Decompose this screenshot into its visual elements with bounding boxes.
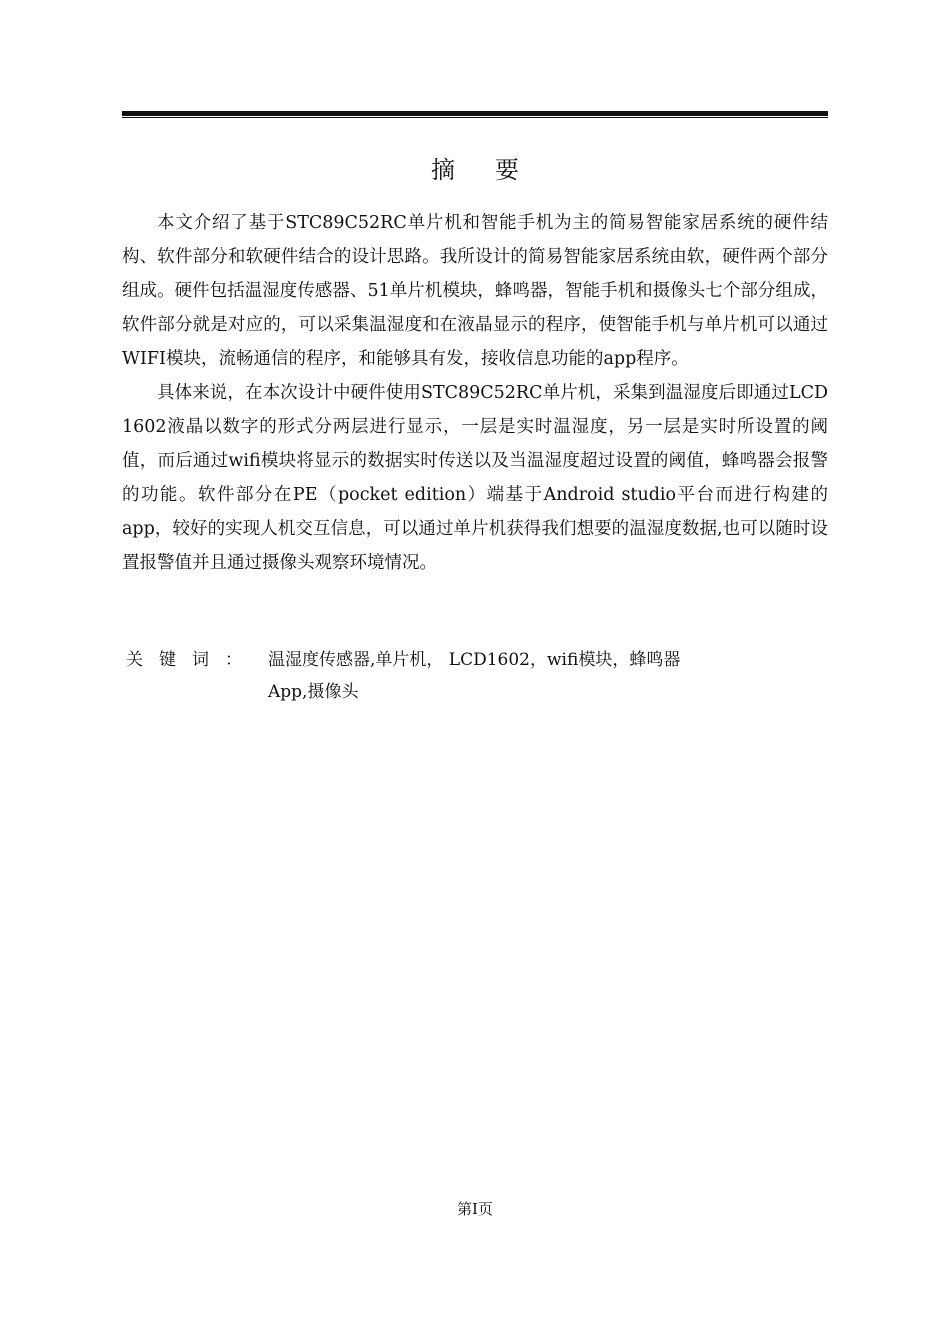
abstract-paragraph-2: 具体来说，在本次设计中硬件使用STC89C52RC单片机，采集到温湿度后即通过LCD 1602液晶以数字的形式分两层进行显示，一层是实时温湿度，另一层是实时所设置的阈值，而后通过wifi模块将显示的数据实时传送以及当温湿度超过设置的阈值，蜂鸣器会报警的功能。软件部分在PE（pocket edition）端基于Android studio平台而进行构建的app，较好的实现人机交互信息，可以通过单片机获得我们想要的温湿度数据,也可以随时设置报警值并且通过摄像头观察环境情况。 [122, 383, 828, 573]
keywords-line-1: 温湿度传感器,单片机， LCD1602，wifi模块，蜂鸣器 [268, 650, 681, 670]
abstract-paragraph-1: 本文介绍了基于STC89C52RC单片机和智能手机为主的简易智能家居系统的硬件结构、软件部分和软硬件结合的设计思路。我所设计的简易智能家居系统由软，硬件两个部分组成。硬件包括温湿度传感器、51单片机模块，蜂鸣器，智能手机和摄像头七个部分组成，软件部分就是对应的，可以采集温湿度和在液晶显示的程序，使智能手机与单片机可以通过WIFI模块，流畅通信的程序，和能够具有发，接收信息功能的app程序。 [122, 213, 828, 369]
header-rule-thin [122, 117, 828, 118]
header-rule-thick [122, 111, 828, 116]
abstract-body [122, 206, 828, 580]
abstract-title: 摘要 [431, 156, 559, 184]
page-number: 第I页 [457, 1200, 493, 1218]
keywords-label: 关键词： [126, 650, 258, 670]
keywords-line-2: App,摄像头 [268, 682, 359, 702]
